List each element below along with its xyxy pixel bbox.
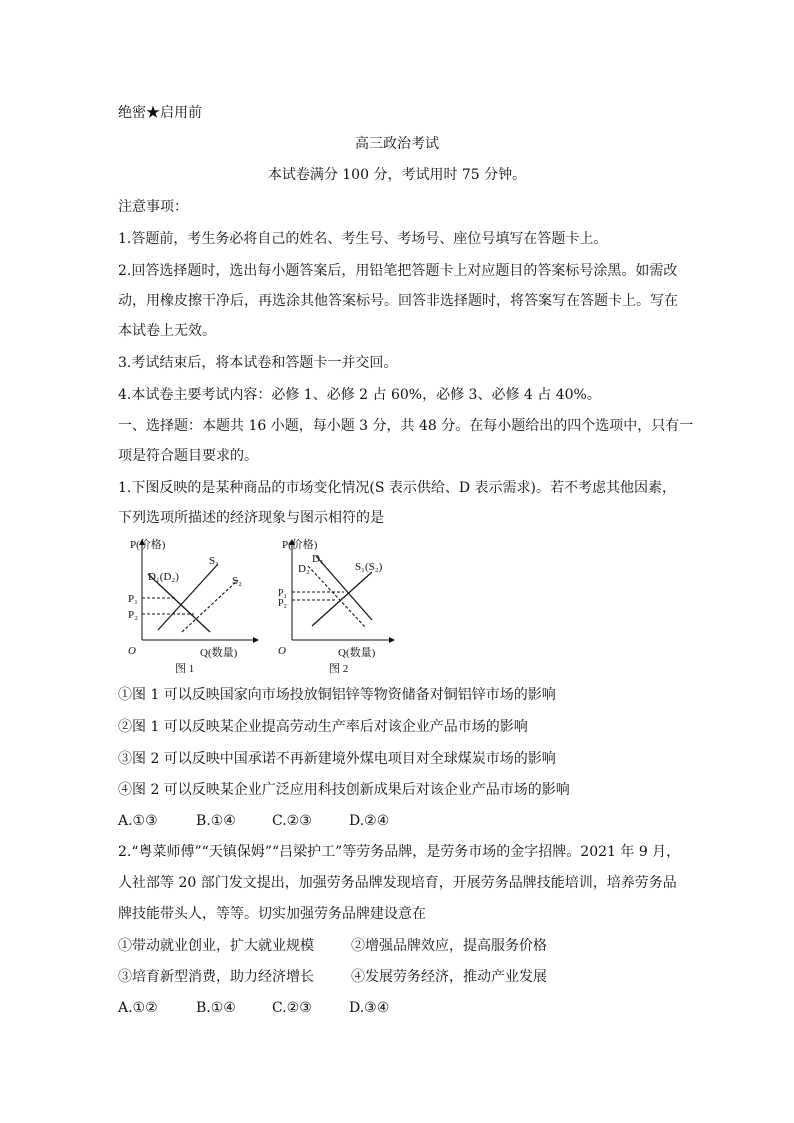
- exam-title: 高三政治考试: [355, 136, 439, 152]
- figure-2-d2-label: D₂: [298, 563, 310, 575]
- notice-item-3: 3.考试结束后，将本试卷和答题卡一并交回。: [118, 355, 398, 371]
- figure-1-caption: 图 1: [175, 663, 195, 675]
- figure-1: [120, 532, 265, 677]
- q2-option-a[interactable]: A.①②: [118, 1000, 158, 1016]
- q2-statement-1: ①带动就业创业，扩大就业规模: [118, 938, 314, 954]
- figure-1-s2-label: S₂: [232, 575, 242, 587]
- figure-2-d1-label: D₁: [312, 553, 324, 565]
- q1-option-a[interactable]: A.①③: [118, 813, 158, 829]
- figure-1-demand-label: D₁(D₂): [148, 571, 179, 583]
- figure-1-s1-label: S₁: [209, 555, 219, 567]
- figure-2-y-axis-label: P(价格): [282, 539, 318, 551]
- q2-statement-2: ②增强品牌效应，提高服务价格: [351, 938, 547, 954]
- q2-statement-4: ④发展劳务经济，推动产业发展: [351, 969, 547, 985]
- q2-stem-line-1: 2.“粤菜师傅”“天镇保姆”“吕梁护工”等劳务品牌，是劳务市场的金字招牌。2021 年 9 月，: [118, 844, 681, 860]
- figure-2-supply-label: S₁(S₂): [355, 561, 383, 573]
- q1-option-c[interactable]: C.②③: [272, 813, 312, 829]
- q2-option-c[interactable]: C.②③: [272, 1000, 312, 1016]
- notice-item-2-line-2: 动，用橡皮擦干净后，再选涂其他答案标号。回答非选择题时，将答案写在答题卡上。写在: [118, 293, 678, 309]
- confidential-mark: 绝密★启用前: [118, 105, 202, 121]
- figure-2-origin: O: [278, 645, 286, 657]
- q2-option-d[interactable]: D.③④: [349, 1000, 390, 1016]
- q2-stem-line-2: 人社部等 20 部门发文提出，加强劳务品牌发现培育，开展劳务品牌技能培训，培养劳务品: [118, 875, 677, 891]
- figure-2: [272, 532, 402, 677]
- notice-item-2-line-1: 2.回答选择题时，选出每小题答案后，用铅笔把答题卡上对应题目的答案标号涂黑。如需改: [118, 263, 678, 279]
- notice-item-1: 1.答题前，考生务必将自己的姓名、考生号、考场号、座位号填写在答题卡上。: [118, 231, 608, 247]
- figure-1-origin: O: [128, 645, 136, 657]
- notice-item-2-line-3: 本试卷上无效。: [118, 323, 216, 339]
- q1-option-d[interactable]: D.②④: [349, 813, 390, 829]
- q2-option-b[interactable]: B.①④: [196, 1000, 236, 1016]
- q1-option-b[interactable]: B.①④: [196, 813, 236, 829]
- figure-2-x-axis-label: Q(数量): [338, 647, 376, 659]
- figure-2-caption: 图 2: [329, 663, 349, 675]
- q1-stem-line-1: 1.下图反映的是某种商品的市场变化情况(S 表示供给、D 表示需求)。若不考虑其他因素，: [118, 480, 676, 496]
- exam-subtitle: 本试卷满分 100 分，考试用时 75 分钟。: [267, 167, 527, 183]
- figure-2-p1-label: P₁: [278, 588, 288, 599]
- figure-1-y-axis-label: P(价格): [130, 539, 166, 551]
- q1-statement-2: ②图 1 可以反映某企业提高劳动生产率后对该企业产品市场的影响: [118, 719, 528, 735]
- figure-1-x-axis-label: Q(数量): [200, 647, 238, 659]
- q1-statement-1: ①图 1 可以反映国家向市场投放铜铝锌等物资储备对铜铝锌市场的影响: [118, 687, 556, 703]
- q1-statement-3: ③图 2 可以反映中国承诺不再新建境外煤电项目对全球煤炭市场的影响: [118, 751, 556, 767]
- notice-heading: 注意事项：: [118, 199, 188, 215]
- q2-stem-line-3: 牌技能带头人，等等。切实加强劳务品牌建设意在: [118, 906, 426, 922]
- section-1-line-2: 项是符合题目要求的。: [118, 448, 258, 464]
- q1-statement-4: ④图 2 可以反映某企业广泛应用科技创新成果后对该企业产品市场的影响: [118, 782, 570, 798]
- figure-1-p1-label: P₁: [128, 593, 138, 605]
- section-1-line-1: 一、选择题：本题共 16 小题，每小题 3 分，共 48 分。在每小题给出的四个选项中，只有一: [118, 418, 694, 434]
- notice-item-4: 4.本试卷主要考试内容：必修 1、必修 2 占 60%，必修 3、必修 4 占 40%。: [118, 387, 601, 403]
- q1-stem-line-2: 下列选项所描述的经济现象与图示相符的是: [118, 510, 384, 526]
- q2-statement-3: ③培育新型消费，助力经济增长: [118, 969, 314, 985]
- figure-2-p2-label: P₂: [278, 598, 288, 609]
- figure-1-p2-label: P₂: [128, 609, 138, 621]
